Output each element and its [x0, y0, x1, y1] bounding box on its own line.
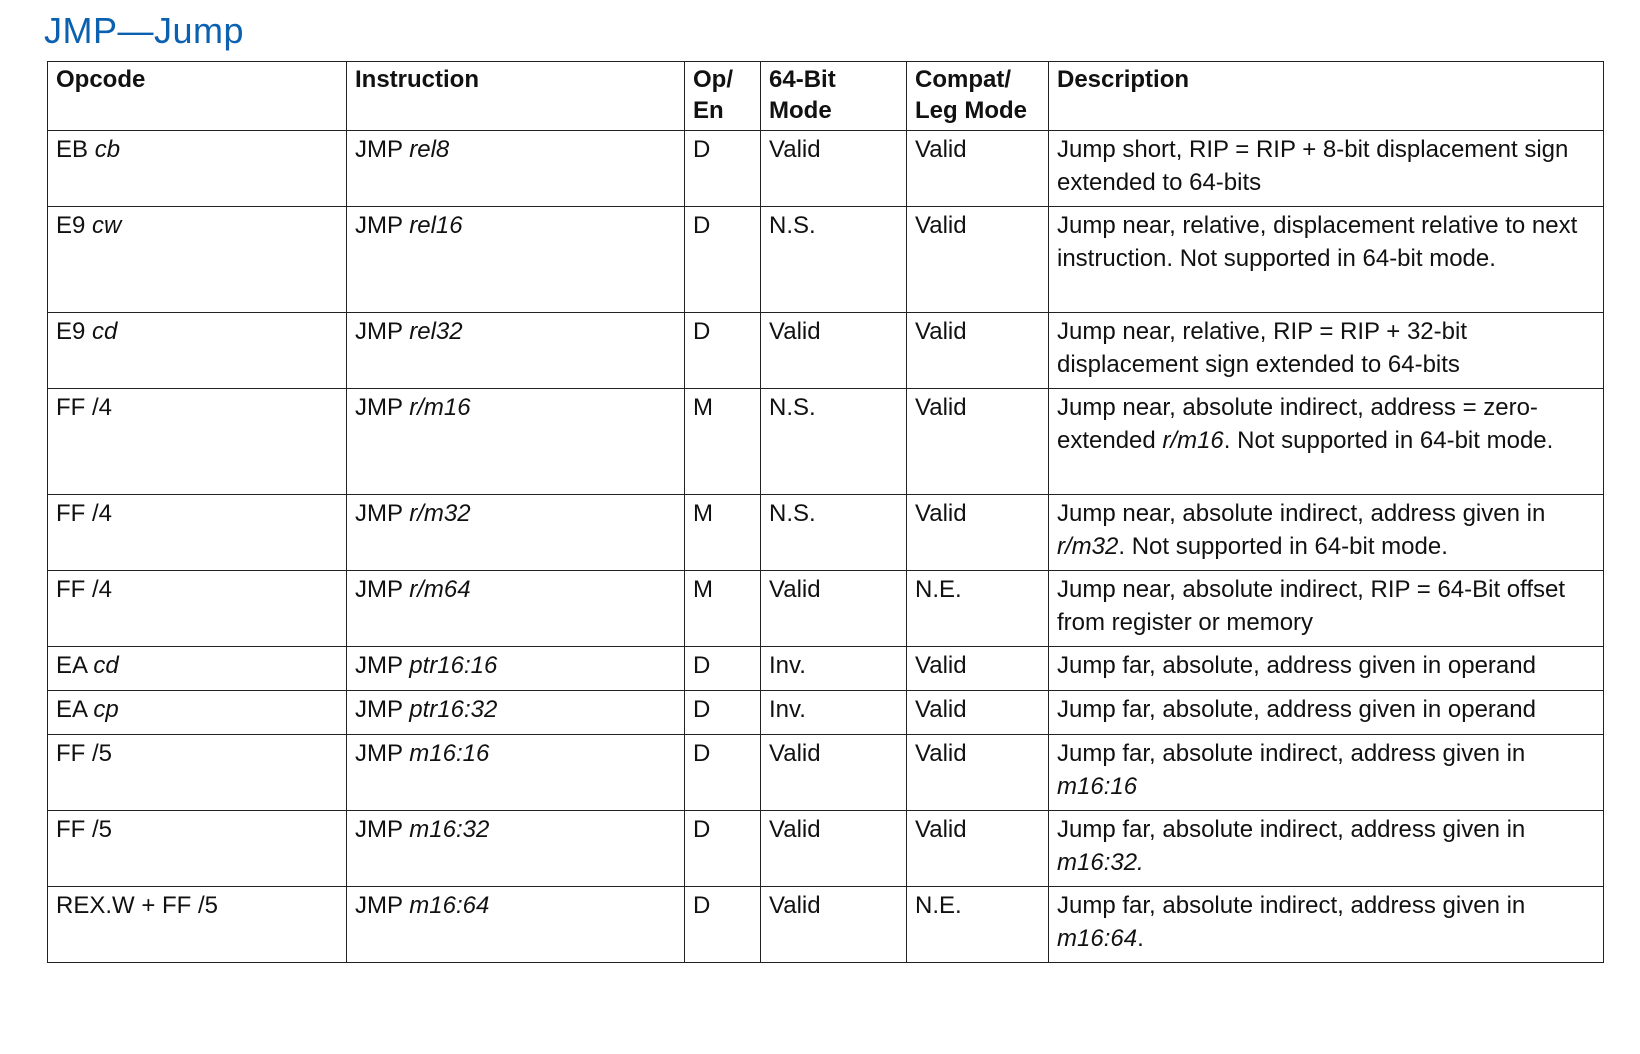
- cell-description: [1049, 811, 1604, 887]
- cell-64bit-mode: Valid: [761, 735, 907, 811]
- cell-compat-leg-mode: N.E.: [907, 571, 1049, 647]
- cell-op-en: D: [685, 131, 761, 207]
- description-text: Jump near, relative, displacement relative to next instruction. Not supported in 64-bit mode.: [1057, 212, 1578, 272]
- cell-instruction: [347, 887, 685, 963]
- cell-64bit-mode: N.S.: [761, 495, 907, 571]
- opcode-base: FF /4: [56, 576, 113, 603]
- cell-opcode: [48, 735, 347, 811]
- cell-opcode: [48, 887, 347, 963]
- table-row: [48, 887, 1604, 963]
- instruction-operand: rel32: [409, 318, 463, 345]
- cell-opcode: [48, 647, 347, 691]
- opcode-base: FF /5: [56, 816, 113, 843]
- description-text: Jump near, absolute indirect, address given in: [1057, 500, 1546, 527]
- cell-op-en: D: [685, 207, 761, 313]
- header-64bit-mode: [761, 62, 907, 131]
- cell-opcode: [48, 495, 347, 571]
- cell-64bit-mode: Valid: [761, 313, 907, 389]
- cell-op-en: M: [685, 495, 761, 571]
- table-row: [48, 811, 1604, 887]
- instruction-operand: ptr16:32: [409, 696, 498, 723]
- table-row: [48, 691, 1604, 735]
- cell-description: [1049, 207, 1604, 313]
- table-row: [48, 495, 1604, 571]
- description-text-post: . Not supported in 64-bit mode.: [1223, 427, 1554, 454]
- opcode-base: FF /4: [56, 500, 113, 527]
- description-operand: m16:32.: [1057, 849, 1144, 876]
- opcode-base: E9: [56, 212, 86, 239]
- cell-description: [1049, 691, 1604, 735]
- description-operand: m16:64: [1057, 925, 1138, 952]
- opcode-base: FF /5: [56, 740, 113, 767]
- cell-op-en: D: [685, 313, 761, 389]
- cell-instruction: [347, 811, 685, 887]
- description-operand: r/m32: [1057, 533, 1119, 560]
- cell-instruction: [347, 571, 685, 647]
- cell-compat-leg-mode: Valid: [907, 735, 1049, 811]
- cell-description: [1049, 735, 1604, 811]
- table-row: [48, 735, 1604, 811]
- cell-instruction: [347, 495, 685, 571]
- description-text: Jump near, absolute indirect, address = zero-extended: [1057, 394, 1538, 454]
- cell-description: [1049, 647, 1604, 691]
- page-title: JMP—Jump: [44, 10, 245, 51]
- header-64bit-line1: 64-Bit: [769, 66, 836, 93]
- table-row: [48, 647, 1604, 691]
- cell-compat-leg-mode: Valid: [907, 691, 1049, 735]
- opcode-base: EA: [56, 652, 87, 679]
- cell-compat-leg-mode: Valid: [907, 207, 1049, 313]
- cell-op-en: M: [685, 389, 761, 495]
- table-row: [48, 131, 1604, 207]
- instruction-mnemonic: JMP: [355, 892, 403, 919]
- description-text: Jump far, absolute indirect, address given in: [1057, 892, 1526, 919]
- description-operand: m16:16: [1057, 773, 1138, 800]
- description-text: Jump short, RIP = RIP + 8-bit displacement sign extended to 64-bits: [1057, 136, 1569, 196]
- description-text: Jump far, absolute, address given in operand: [1057, 696, 1536, 723]
- cell-compat-leg-mode: Valid: [907, 811, 1049, 887]
- cell-opcode: [48, 389, 347, 495]
- description-operand: r/m16: [1162, 427, 1224, 454]
- cell-instruction: [347, 691, 685, 735]
- cell-64bit-mode: Inv.: [761, 691, 907, 735]
- cell-instruction: [347, 313, 685, 389]
- instruction-operand: ptr16:16: [409, 652, 498, 679]
- opcode-operand-suffix: cw: [92, 212, 122, 239]
- table-header-row: [48, 62, 1604, 131]
- cell-64bit-mode: N.S.: [761, 207, 907, 313]
- description-text: Jump far, absolute indirect, address given in: [1057, 816, 1526, 843]
- cell-op-en: D: [685, 735, 761, 811]
- description-text-post: . Not supported in 64-bit mode.: [1118, 533, 1448, 560]
- instruction-operand: r/m64: [409, 576, 471, 603]
- instruction-operand: rel16: [409, 212, 463, 239]
- instruction-mnemonic: JMP: [355, 212, 403, 239]
- cell-64bit-mode: N.S.: [761, 389, 907, 495]
- cell-op-en: D: [685, 887, 761, 963]
- opcode-base: REX.W + FF /5: [56, 892, 219, 919]
- cell-opcode: [48, 207, 347, 313]
- opcode-base: FF /4: [56, 394, 113, 421]
- cell-64bit-mode: Valid: [761, 131, 907, 207]
- cell-compat-leg-mode: Valid: [907, 313, 1049, 389]
- table-row: [48, 571, 1604, 647]
- cell-opcode: [48, 571, 347, 647]
- cell-compat-leg-mode: N.E.: [907, 887, 1049, 963]
- cell-64bit-mode: Valid: [761, 571, 907, 647]
- table-row: [48, 389, 1604, 495]
- header-64bit-line2: Mode: [769, 97, 832, 124]
- opcode-base: EB: [56, 136, 89, 163]
- instruction-mnemonic: JMP: [355, 816, 403, 843]
- opcode-operand-suffix: cp: [93, 696, 119, 723]
- instruction-operand: m16:16: [409, 740, 490, 767]
- description-text: Jump near, relative, RIP = RIP + 32-bit displacement sign extended to 64-bits: [1057, 318, 1467, 378]
- opcode-operand-suffix: cd: [93, 652, 119, 679]
- header-compat-line2: Leg Mode: [915, 97, 1027, 124]
- header-compat-leg-mode: [907, 62, 1049, 131]
- instruction-mnemonic: JMP: [355, 740, 403, 767]
- cell-op-en: D: [685, 691, 761, 735]
- cell-op-en: M: [685, 571, 761, 647]
- opcode-base: EA: [56, 696, 87, 723]
- cell-instruction: [347, 647, 685, 691]
- cell-op-en: D: [685, 647, 761, 691]
- instruction-mnemonic: JMP: [355, 576, 403, 603]
- cell-opcode: [48, 131, 347, 207]
- header-opcode: Opcode: [48, 62, 347, 131]
- instruction-mnemonic: JMP: [355, 696, 403, 723]
- table-row: [48, 313, 1604, 389]
- header-compat-line1: Compat/: [915, 66, 1011, 93]
- cell-description: [1049, 495, 1604, 571]
- cell-compat-leg-mode: Valid: [907, 389, 1049, 495]
- opcode-operand-suffix: cd: [92, 318, 118, 345]
- cell-description: [1049, 389, 1604, 495]
- header-op-en: [685, 62, 761, 131]
- cell-opcode: [48, 691, 347, 735]
- description-text-post: .: [1137, 925, 1144, 952]
- description-text: Jump far, absolute indirect, address given in: [1057, 740, 1526, 767]
- instruction-table: [47, 61, 1604, 963]
- opcode-base: E9: [56, 318, 86, 345]
- instruction-operand: rel8: [409, 136, 450, 163]
- instruction-operand: r/m32: [409, 500, 471, 527]
- cell-description: [1049, 887, 1604, 963]
- cell-compat-leg-mode: Valid: [907, 495, 1049, 571]
- cell-64bit-mode: Valid: [761, 811, 907, 887]
- instruction-mnemonic: JMP: [355, 318, 403, 345]
- cell-instruction: [347, 735, 685, 811]
- header-instruction: Instruction: [347, 62, 685, 131]
- instruction-operand: r/m16: [409, 394, 471, 421]
- cell-compat-leg-mode: Valid: [907, 131, 1049, 207]
- cell-description: [1049, 131, 1604, 207]
- cell-opcode: [48, 313, 347, 389]
- cell-instruction: [347, 389, 685, 495]
- instruction-operand: m16:32: [409, 816, 490, 843]
- cell-instruction: [347, 131, 685, 207]
- header-description: Description: [1049, 62, 1604, 131]
- cell-description: [1049, 571, 1604, 647]
- instruction-mnemonic: JMP: [355, 136, 403, 163]
- cell-64bit-mode: Inv.: [761, 647, 907, 691]
- header-op-en-line2: En: [693, 97, 724, 124]
- cell-description: [1049, 313, 1604, 389]
- header-op-en-line1: Op/: [693, 66, 733, 93]
- opcode-operand-suffix: cb: [94, 136, 121, 163]
- cell-op-en: D: [685, 811, 761, 887]
- cell-opcode: [48, 811, 347, 887]
- cell-64bit-mode: Valid: [761, 887, 907, 963]
- instruction-mnemonic: JMP: [355, 500, 403, 527]
- instruction-operand: m16:64: [409, 892, 490, 919]
- cell-compat-leg-mode: Valid: [907, 647, 1049, 691]
- description-text: Jump near, absolute indirect, RIP = 64-Bit offset from register or memory: [1057, 576, 1566, 636]
- instruction-mnemonic: JMP: [355, 652, 403, 679]
- table-row: [48, 207, 1604, 313]
- description-text: Jump far, absolute, address given in operand: [1057, 652, 1536, 679]
- instruction-mnemonic: JMP: [355, 394, 403, 421]
- cell-instruction: [347, 207, 685, 313]
